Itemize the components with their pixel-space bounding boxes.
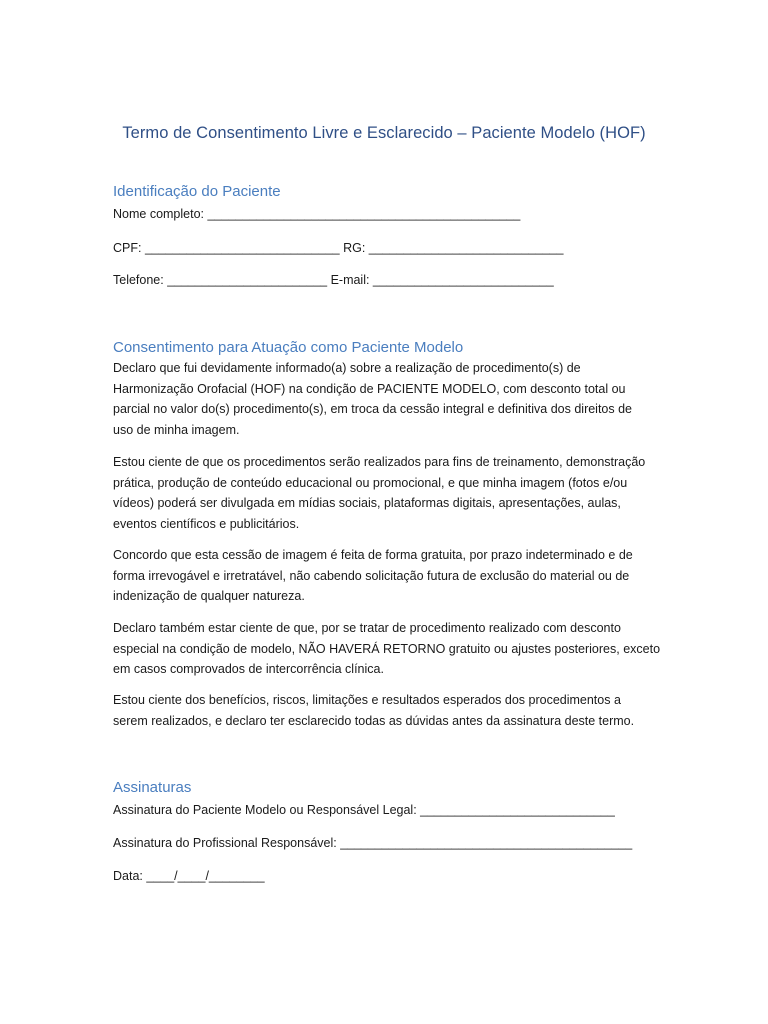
paragraph-line: Estou ciente de que os procedimentos serão realizados para fins de treinamento, demonstração — [113, 455, 646, 469]
paragraph-line: Estou ciente dos benefícios, riscos, limitações e resultados esperados dos procedimentos a — [113, 693, 621, 707]
field-cpf-rg: CPF: ____________________________ RG: ____________________________ — [113, 241, 564, 255]
paragraph-line: Declaro também estar ciente de que, por se tratar de procedimento realizado com desconto — [113, 621, 621, 635]
field-nome-completo: Nome completo: _____________________________________________ — [113, 207, 521, 221]
paragraph-line: serem realizados, e declaro ter esclarecido todas as dúvidas antes da assinatura deste termo. — [113, 713, 635, 728]
paragraph-line: uso de minha imagem. — [113, 422, 240, 437]
field-telefone-email: Telefone: _______________________ E-mail: __________________________ — [113, 273, 554, 287]
paragraph-line: prática, produção de conteúdo educacional ou promocional, e que minha imagem (fotos e/ou — [113, 475, 628, 490]
field-data: Data: ____/____/________ — [113, 869, 265, 883]
paragraph-line: vídeos) poderá ser divulgada em mídias sociais, plataformas digitais, apresentações, aulas, — [113, 496, 621, 511]
field-assinatura-profissional: Assinatura do Profissional Responsável: __________________________________________ — [113, 836, 633, 850]
paragraph-consentimento-4 — [113, 618, 661, 680]
section-heading-identificacao: Identificação do Paciente — [113, 183, 281, 200]
paragraph-line: eventos científicos e publicitários. — [113, 516, 300, 531]
paragraph-line: Declaro que fui devidamente informado(a) sobre a realização de procedimento(s) de — [113, 361, 581, 375]
section-heading-consentimento: Consentimento para Atuação como Paciente Modelo — [113, 339, 464, 356]
document-title: Termo de Consentimento Livre e Esclarecido – Paciente Modelo (HOF) — [122, 124, 646, 142]
paragraph-line: forma irrevogável e irretratável, não cabendo solicitação futura de exclusão do material ou de — [113, 568, 630, 583]
paragraph-consentimento-3 — [113, 545, 658, 607]
paragraph-consentimento-2 — [113, 452, 658, 534]
paragraph-consentimento-5 — [113, 690, 658, 731]
paragraph-consentimento-1 — [113, 358, 658, 440]
paragraph-line: em casos comprovados de intercorrência clínica. — [113, 662, 384, 677]
field-assinatura-paciente: Assinatura do Paciente Modelo ou Responsável Legal: ____________________________ — [113, 803, 615, 817]
paragraph-line: parcial no valor do(s) procedimento(s), em troca da cessão integral e definitiva dos direitos de — [113, 402, 633, 417]
paragraph-line: indenização de qualquer natureza. — [113, 589, 305, 604]
section-heading-assinaturas: Assinaturas — [113, 779, 192, 796]
paragraph-line: Harmonização Orofacial (HOF) na condição de PACIENTE MODELO, com desconto total ou — [113, 381, 626, 396]
paragraph-line: especial na condição de modelo, NÃO HAVERÁ RETORNO gratuito ou ajustes posteriores, exceto — [113, 641, 661, 656]
paragraph-line: Concordo que esta cessão de imagem é feita de forma gratuita, por prazo indeterminado e de — [113, 548, 633, 562]
